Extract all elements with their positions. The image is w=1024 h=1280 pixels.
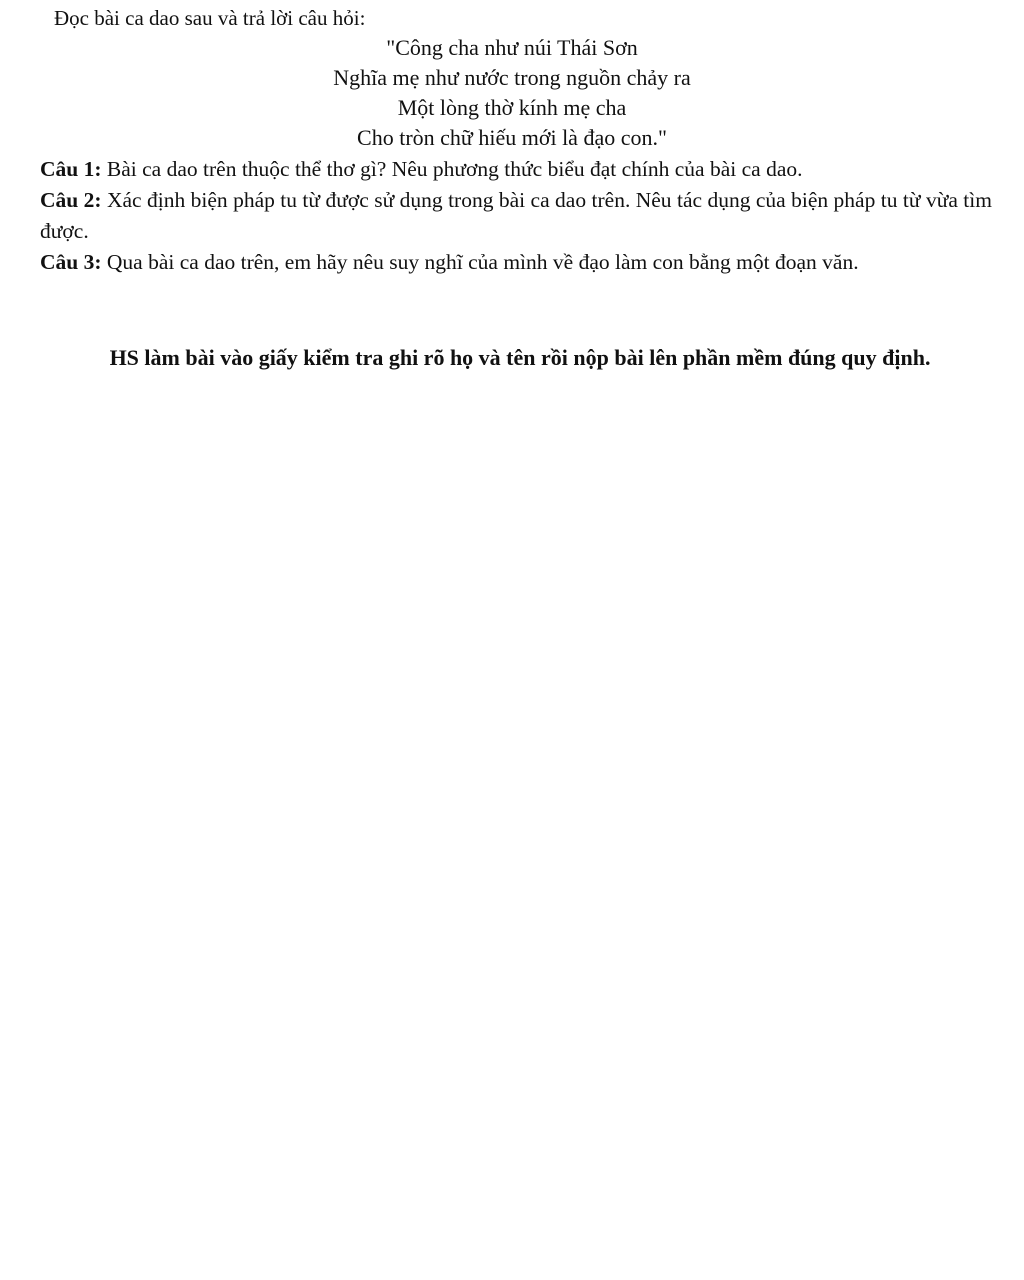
instruction-text: Đọc bài ca dao sau và trả lời câu hỏi: — [54, 6, 366, 30]
folk-poem — [0, 33, 1024, 153]
question-list — [40, 154, 992, 278]
question-2-label: Câu 2: — [40, 188, 102, 212]
question-2 — [40, 185, 992, 247]
submission-note: HS làm bài vào giấy kiểm tra ghi rõ họ và tên rồi nộp bài lên phần mềm đúng quy định. — [109, 345, 931, 370]
question-1-label: Câu 1: — [40, 157, 102, 181]
question-3 — [40, 247, 992, 278]
poem-line-2: Nghĩa mẹ như nước trong nguồn chảy ra — [333, 65, 691, 90]
poem-line-1: "Công cha như núi Thái Sơn — [386, 35, 638, 60]
question-1 — [40, 154, 992, 185]
poem-line-3: Một lòng thờ kính mẹ cha — [397, 95, 627, 120]
question-2-text: Xác định biện pháp tu từ được sử dụng trong bài ca dao trên. Nêu tác dụng của biện pháp tu từ vừa tìm được. — [40, 188, 992, 243]
question-1-text: Bài ca dao trên thuộc thể thơ gì? Nêu phương thức biểu đạt chính của bài ca dao. — [101, 157, 803, 181]
question-3-text: Qua bài ca dao trên, em hãy nêu suy nghĩ của mình về đạo làm con bằng một đoạn văn. — [101, 250, 859, 274]
poem-line-4: Cho tròn chữ hiếu mới là đạo con." — [357, 125, 667, 150]
question-3-label: Câu 3: — [40, 250, 102, 274]
